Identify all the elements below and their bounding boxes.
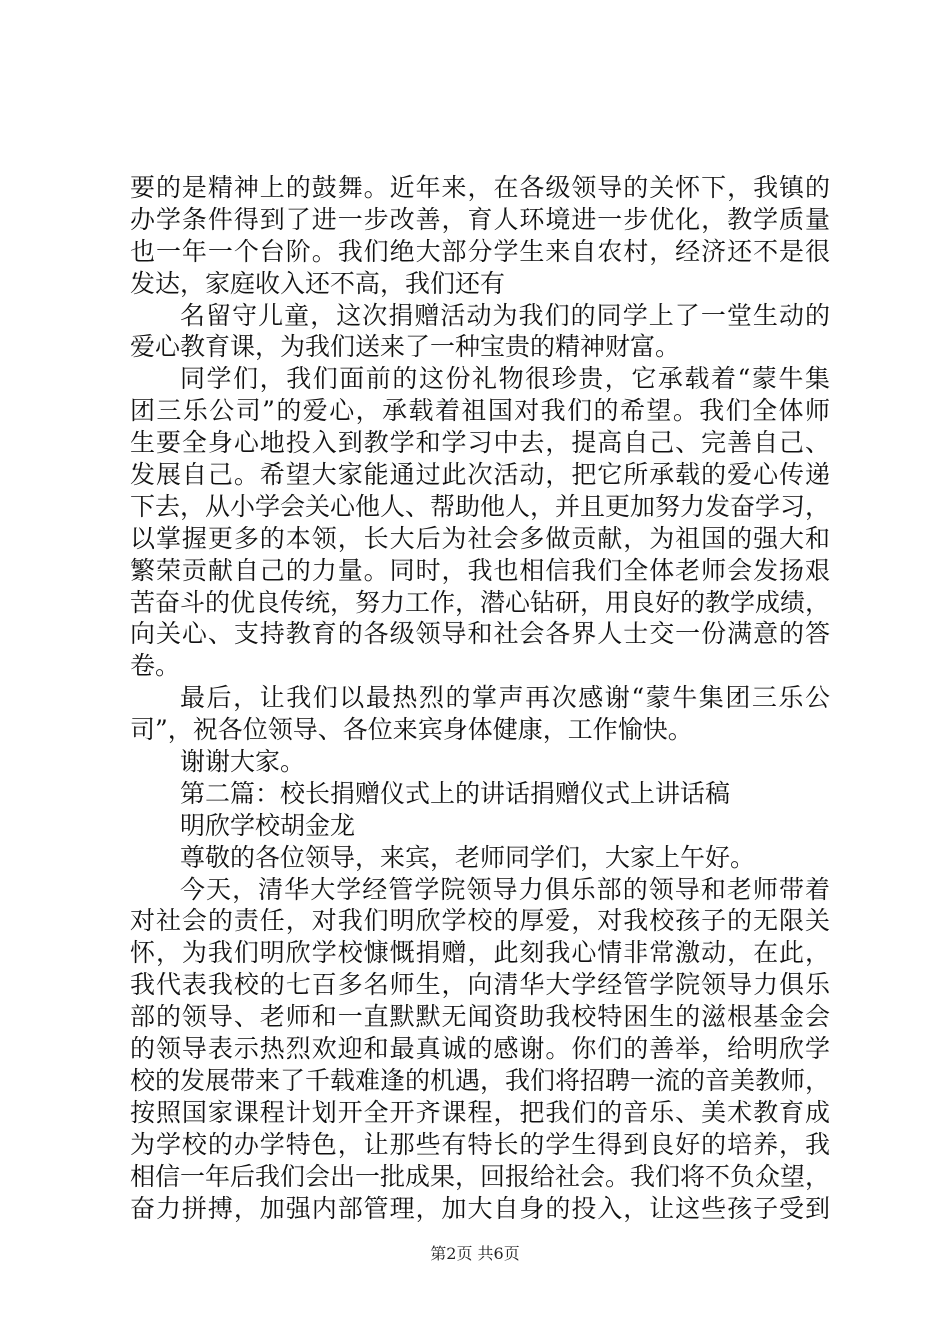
text-line: 按照国家课程计划开全开齐课程，把我们的音乐、美术教育成 [130,1097,830,1127]
text-line: 今天，清华大学经管学院领导力俱乐部的领导和老师带着 [180,874,830,904]
text-line: 对社会的责任，对我们明欣学校的厚爱，对我校孩子的无限关 [130,906,830,936]
text-line: 司”，祝各位领导、各位来宾身体健康，工作愉快。 [130,715,693,745]
page-footer [0,1244,950,1264]
text-line: 下去，从小学会关心他人、帮助他人，并且更加努力发奋学习， [130,491,831,521]
text-line: 名留守儿童，这次捐赠活动为我们的同学上了一堂生动的 [180,300,830,330]
section-heading: 第二篇：校长捐赠仪式上的讲话捐赠仪式上讲话稿 [180,778,731,808]
text-line: 怀，为我们明欣学校慷慨捐赠，此刻我心情非常激动，在此， [130,938,830,968]
text-line: 生要全身心地投入到教学和学习中去，提高自己、完善自己、 [130,428,830,458]
text-line: 要的是精神上的鼓舞。近年来，在各级领导的关怀下，我镇的 [130,173,830,202]
text-line: 部的领导、老师和一直默默无闻资助我校特困生的滋根基金会 [130,1002,830,1032]
text-line: 团三乐公司”的爱心，承载着祖国对我们的希望。我们全体师 [130,396,830,426]
author-line: 明欣学校胡金龙 [180,810,356,840]
text-line: 的领导表示热烈欢迎和最真诚的感谢。你们的善举，给明欣学 [130,1034,830,1064]
text-line: 办学条件得到了进一步改善，育人环境进一步优化，教学质量 [130,204,830,234]
text-line: 发展自己。希望大家能通过此次活动，把它所承载的爱心传递 [130,460,830,490]
text-line: 同学们，我们面前的这份礼物很珍贵，它承载着“蒙牛集 [180,364,830,394]
text-line: 谢谢大家。 [180,747,306,777]
text-line: 相信一年后我们会出一批成果，回报给社会。我们将不负众望， [130,1161,831,1191]
text-line: 校的发展带来了千载难逢的机遇，我们将招聘一流的音美教师， [130,1065,831,1095]
text-line: 发达，家庭收入还不高，我们还有 [130,268,506,298]
text-line: 卷。 [130,651,181,681]
text-line: 向关心、支持教育的各级领导和社会各界人士交一份满意的答 [130,619,830,649]
text-line: 繁荣贡献自己的力量。同时，我也相信我们全体老师会发扬艰 [130,555,830,585]
text-line: 最后，让我们以最热烈的掌声再次感谢“蒙牛集团三乐公 [180,683,830,713]
text-line: 奋力拼搏，加强内部管理，加大自身的投入，让这些孩子受到 [130,1193,830,1223]
text-line: 我代表我校的七百多名师生，向清华大学经管学院领导力俱乐 [130,970,830,1000]
salutation-line: 尊敬的各位领导，来宾，老师同学们，大家上午好。 [180,842,756,872]
text-line: 苦奋斗的优良传统，努力工作，潜心钻研，用良好的教学成绩， [130,587,831,617]
document-body [130,172,830,1224]
text-line: 以掌握更多的本领，长大后为社会多做贡献，为祖国的强大和 [130,523,830,553]
text-line: 为学校的办学特色，让那些有特长的学生得到良好的培养，我 [130,1129,830,1159]
text-line: 也一年一个台阶。我们绝大部分学生来自农村，经济还不是很 [130,236,830,266]
text-line: 爱心教育课，为我们送来了一种宝贵的精神财富。 [130,332,681,362]
page-number-label: 第2页 共6页 [430,1244,520,1263]
